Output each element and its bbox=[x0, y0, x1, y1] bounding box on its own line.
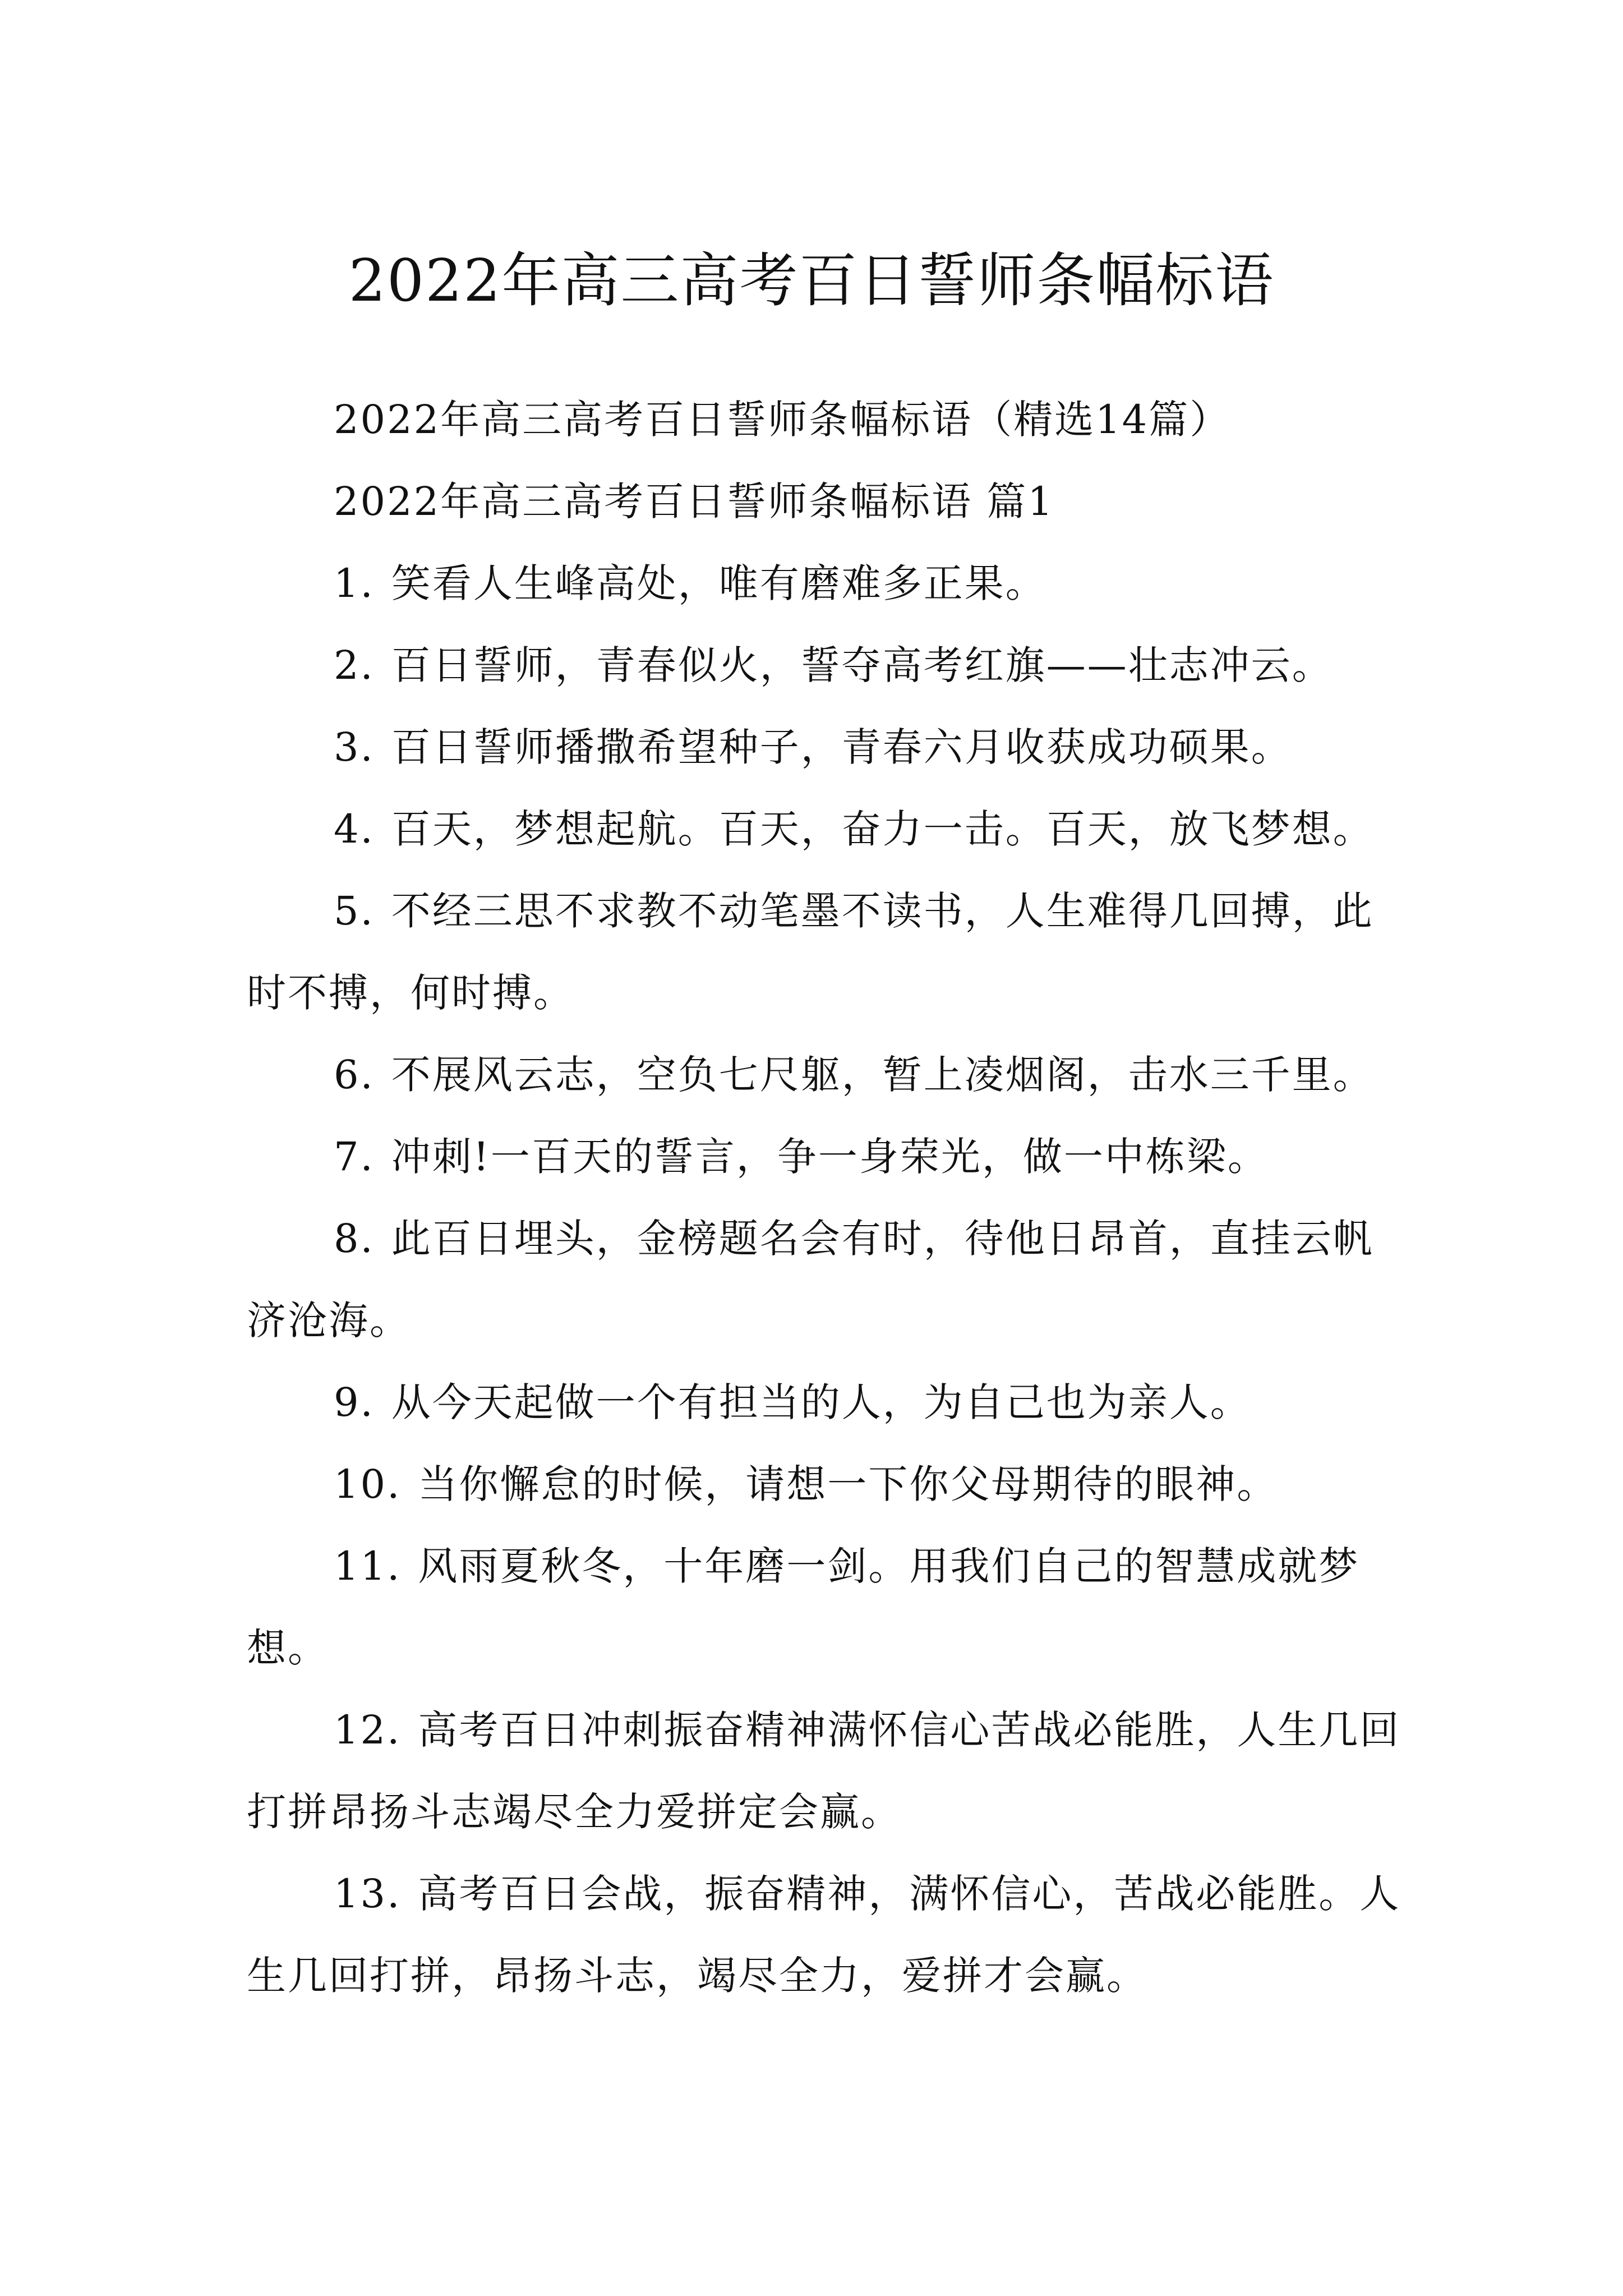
document-body bbox=[247, 379, 1408, 2017]
item-text: 百日誓师播撒希望种子，青春六月收获成功硕果。 bbox=[391, 724, 1292, 770]
item-number: 13. bbox=[334, 1871, 402, 1917]
item-number: 1. bbox=[334, 560, 375, 606]
section-heading: 2022年高三高考百日誓师条幅标语 篇1 bbox=[334, 478, 1054, 524]
list-item bbox=[247, 1116, 1408, 1198]
item-text: 不展风云志，空负七尺躯，暂上凌烟阁，击水三千里。 bbox=[391, 1052, 1374, 1098]
item-number: 6. bbox=[334, 1052, 375, 1098]
list-item bbox=[247, 1198, 1408, 1361]
item-number: 7. bbox=[334, 1134, 375, 1180]
list-item bbox=[247, 1034, 1408, 1116]
list-item bbox=[247, 624, 1408, 706]
list-item bbox=[247, 1525, 1408, 1689]
list-item bbox=[247, 788, 1408, 870]
item-text: 百天，梦想起航。百天，奋力一击。百天，放飞梦想。 bbox=[391, 806, 1374, 852]
item-text: 高考百日冲刺振奋精神满怀信心苦战必能胜，人生几回打拼昂扬斗志竭尽全力爱拼定会赢。 bbox=[247, 1707, 1401, 1835]
list-item bbox=[247, 706, 1408, 788]
item-text: 从今天起做一个有担当的人，为自己也为亲人。 bbox=[391, 1379, 1251, 1425]
item-text: 笑看人生峰高处，唯有磨难多正果。 bbox=[391, 560, 1046, 606]
document-title: 2022年高三高考百日誓师条幅标语 bbox=[348, 246, 1275, 315]
item-number: 5. bbox=[334, 888, 375, 934]
item-text: 不经三思不求教不动笔墨不读书，人生难得几回搏，此时不搏，何时搏。 bbox=[247, 888, 1374, 1016]
list-item bbox=[247, 542, 1408, 624]
item-number: 11. bbox=[334, 1543, 402, 1589]
item-number: 10. bbox=[334, 1461, 402, 1507]
item-number: 8. bbox=[334, 1216, 375, 1262]
item-text: 百日誓师，青春似火，誓夺高考红旗——壮志冲云。 bbox=[391, 642, 1333, 688]
item-number: 2. bbox=[334, 642, 375, 688]
list-item bbox=[247, 1689, 1408, 1853]
item-text: 高考百日会战，振奋精神，满怀信心，苦战必能胜。人生几回打拼，昂扬斗志，竭尽全力，爱拼才会赢。 bbox=[247, 1871, 1401, 1999]
list-item bbox=[247, 870, 1408, 1034]
item-number: 9. bbox=[334, 1379, 375, 1425]
item-number: 4. bbox=[334, 806, 375, 852]
item-number: 12. bbox=[334, 1707, 402, 1753]
list-item bbox=[247, 1853, 1408, 2017]
subtitle: 2022年高三高考百日誓师条幅标语（精选14篇） bbox=[334, 397, 1231, 443]
list-item bbox=[247, 1361, 1408, 1443]
item-text: 此百日埋头，金榜题名会有时，待他日昂首，直挂云帆济沧海。 bbox=[247, 1216, 1374, 1343]
item-text: 当你懈怠的时候，请想一下你父母期待的眼神。 bbox=[418, 1461, 1278, 1507]
item-text: 冲刺!一百天的誓言，争一身荣光，做一中栋梁。 bbox=[391, 1134, 1269, 1180]
item-text: 风雨夏秋冬，十年磨一剑。用我们自己的智慧成就梦想。 bbox=[247, 1543, 1360, 1671]
item-number: 3. bbox=[334, 724, 375, 770]
list-item bbox=[247, 1443, 1408, 1525]
